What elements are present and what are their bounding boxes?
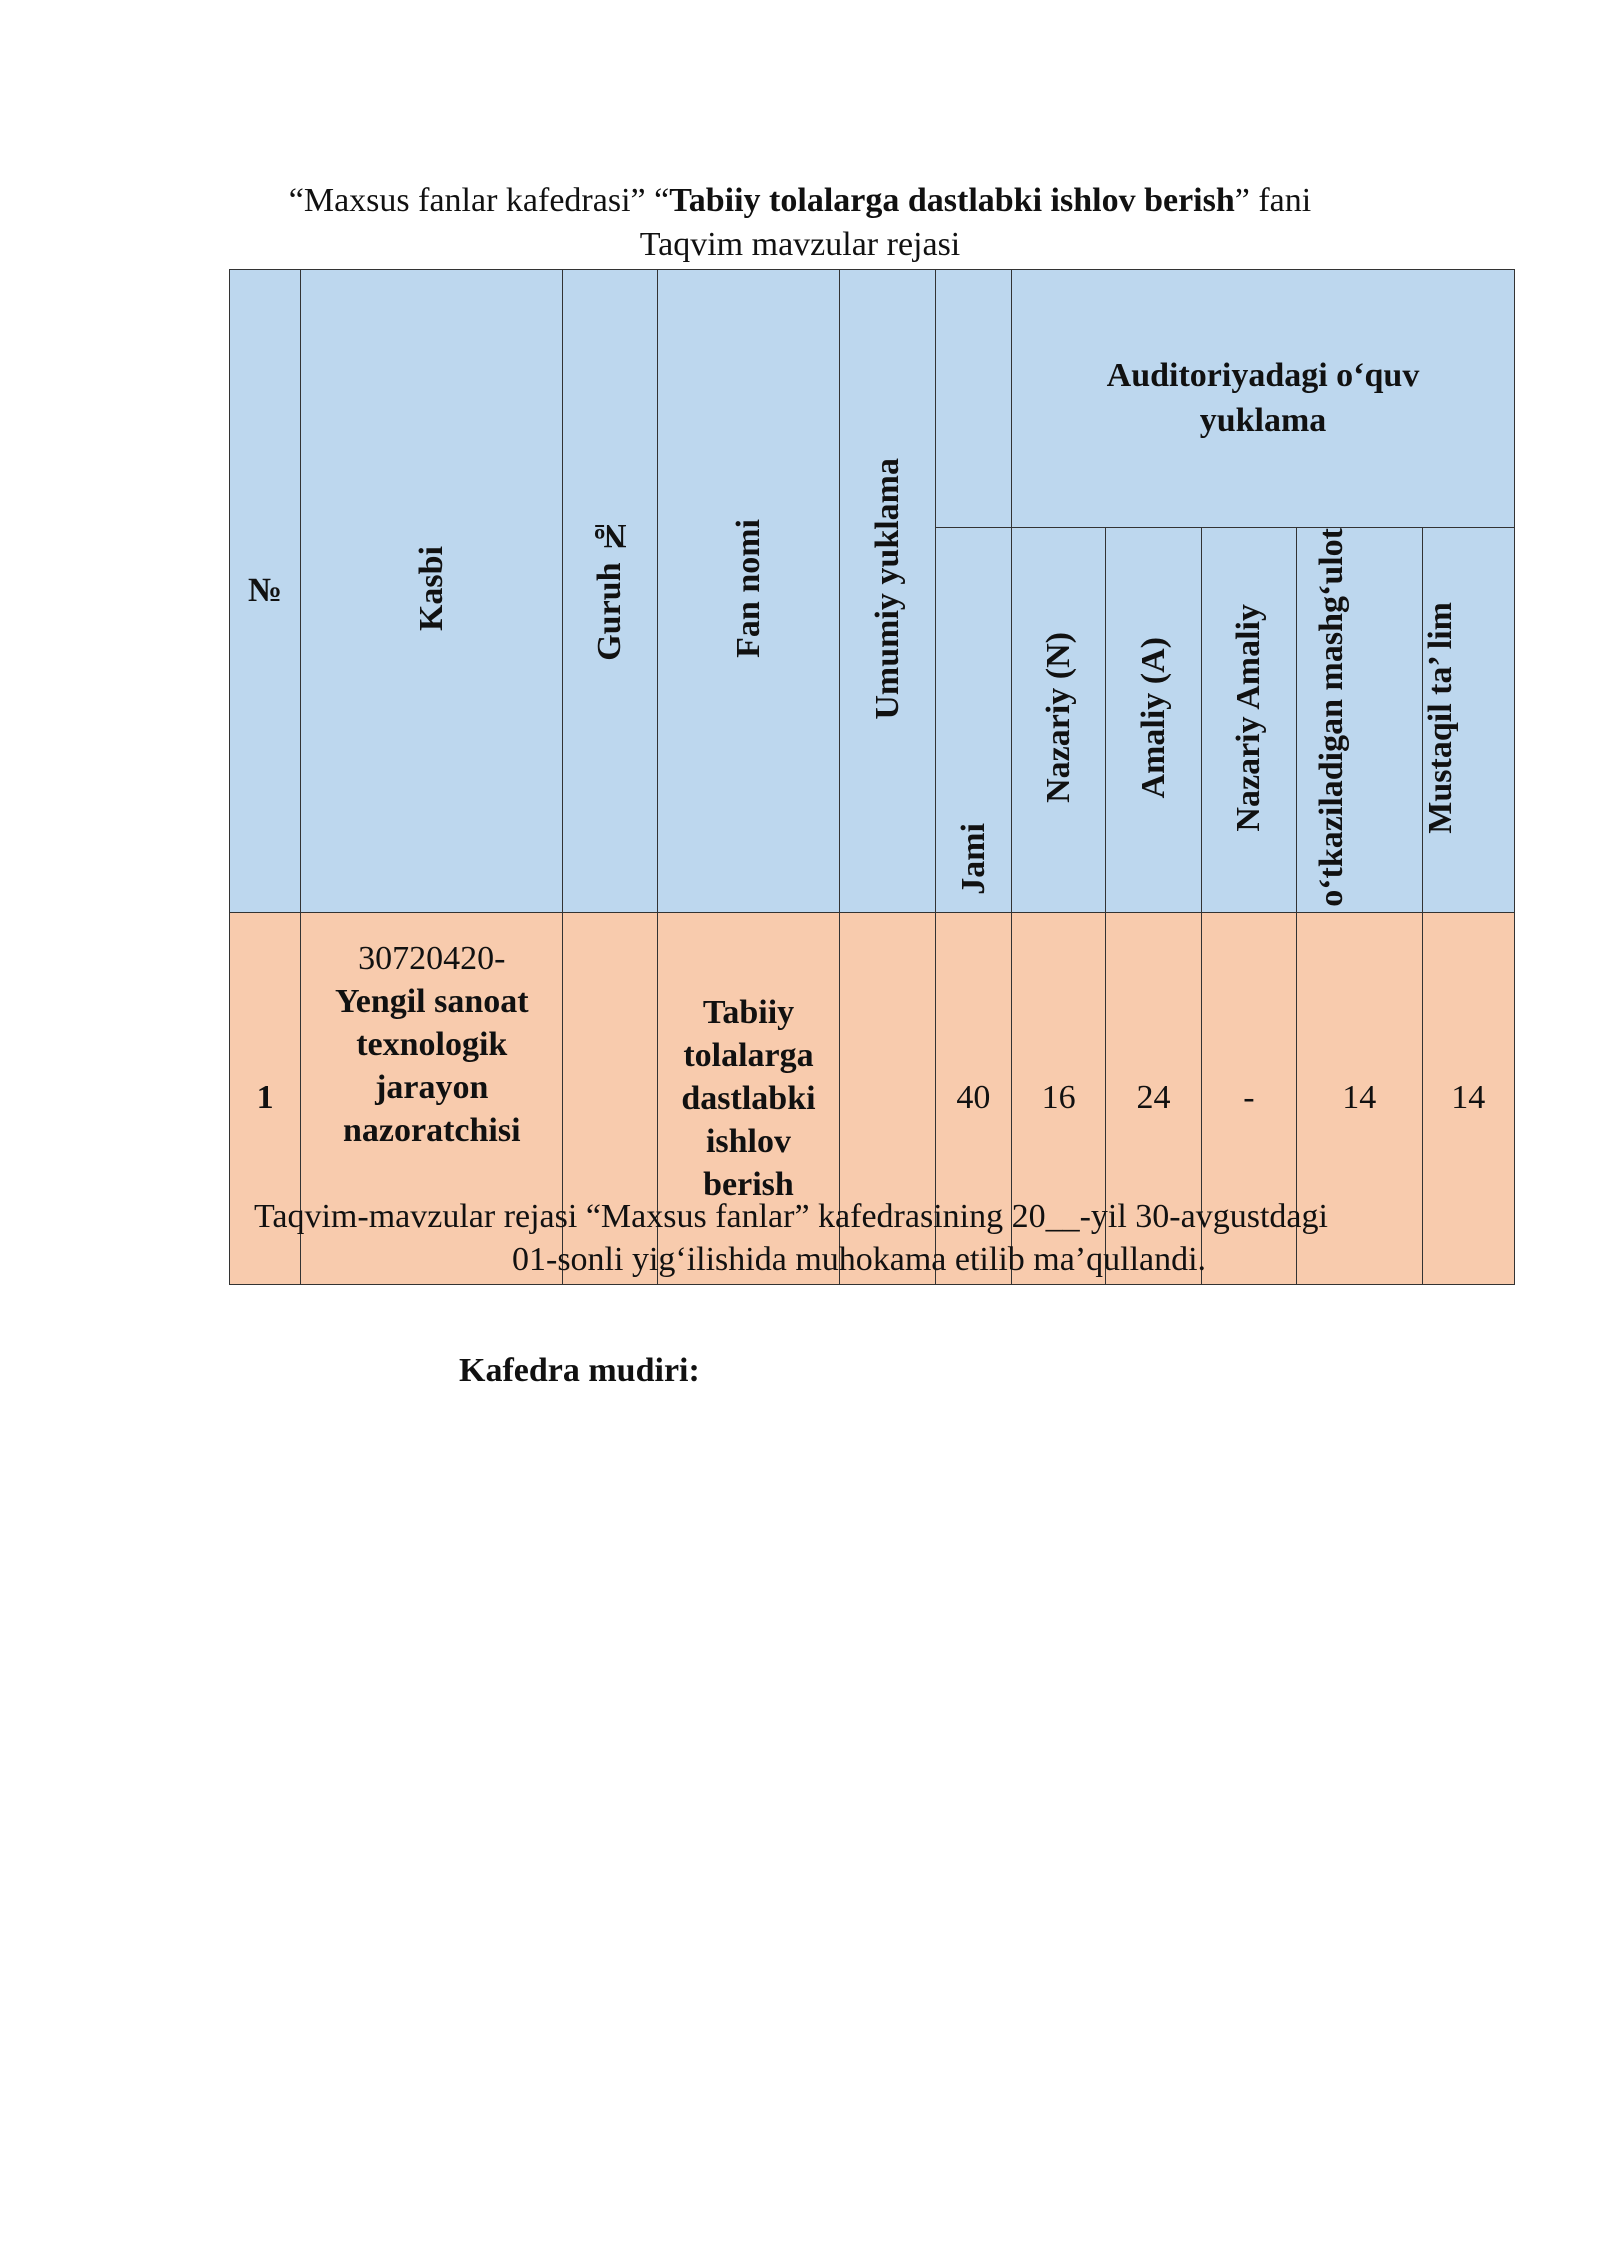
signature-label: Kafedra mudiri: xyxy=(459,1352,700,1389)
header-kasbi: Kasbi xyxy=(301,270,563,913)
header-umumiy-yuklama: Umumiy yuklama xyxy=(840,270,935,913)
plan-table xyxy=(229,269,1515,1285)
title-prefix: “Maxsus fanlar kafedrasi” “ xyxy=(288,182,670,219)
document-title xyxy=(0,182,1600,220)
cell-nazariy: 16 xyxy=(1011,912,1105,1284)
title-suffix: ” fani xyxy=(1234,182,1312,219)
approval-text-line1: Taqvim-mavzular rejasi “Maxsus fanlar” kafedrasining 20__-yil 30-avgustdagi xyxy=(254,1198,1328,1235)
approval-text-line2: 01-sonli yig‘ilishida muhokama etilib ma’qullandi. xyxy=(512,1241,1207,1278)
header-jami-top xyxy=(935,270,1011,528)
cell-otkaziladigan: 14 xyxy=(1297,912,1422,1284)
header-num: № xyxy=(230,270,301,913)
header-nazariy-amaliy: Nazariy Amaliy xyxy=(1201,528,1296,913)
header-otkaziladigan: o‘tkaziladigan mashg‘ulot xyxy=(1297,528,1422,913)
header-guruh: Guruh № xyxy=(563,270,657,913)
cell-num: 1 xyxy=(230,912,301,1284)
header-amaliy: Amaliy (A) xyxy=(1106,528,1201,913)
cell-fan: Tabiiy tolalarga dastlabki ishlov berish xyxy=(657,912,840,1284)
header-mustaqil: Mustaqil ta’ lim xyxy=(1422,528,1514,913)
header-fan-nomi: Fan nomi xyxy=(657,270,840,913)
cell-amaliy: 24 xyxy=(1106,912,1201,1284)
kasbi-name: Yengil sanoat texnologik jarayon nazoratchisi xyxy=(334,982,529,1149)
cell-mustaqil: 14 xyxy=(1422,912,1514,1284)
kasbi-code: 30720420- xyxy=(358,939,506,977)
header-jami: Jami xyxy=(935,528,1011,913)
header-auditoriya: Auditoriyadagi o‘quv yuklama xyxy=(1011,270,1514,528)
cell-nazariy-amaliy: - xyxy=(1201,912,1296,1284)
header-nazariy: Nazariy (N) xyxy=(1011,528,1105,913)
title-subject: Tabiiy tolalarga dastlabki ishlov berish xyxy=(669,182,1235,219)
document-subtitle: Taqvim mavzular rejasi xyxy=(639,226,961,263)
cell-jami: 40 xyxy=(935,912,1011,1284)
